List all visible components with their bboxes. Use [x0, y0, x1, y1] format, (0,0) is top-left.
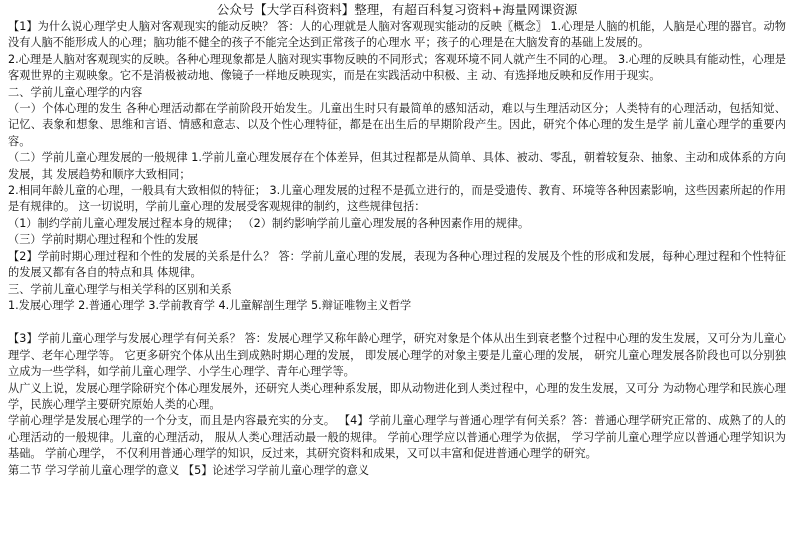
- question-3: 【3】学前儿童心理学与发展心理学有何关系？ 答：发展心理学又称年龄心理学，研究对象是个体从出生到衰老整个过程中心理的发生发展，又可分为儿童心理学、老年心理学等。 它更多研究个体从出生到成熟时期心理的发展， 即发展心理学的对象主要是儿童心理的发展， 研究儿童心理发展各阶段也可以分别独 立成为一些学科，如学前儿童心理学、小学生心理学、青年心理学等。: [8, 332, 786, 379]
- question-1-answer-part-1: 【1】为什么说心理学史人脑对客观现实的能动反映？ 答：人的心理就是人脑对客观现实能动的反映〖概念〗 1.心理是人脑的机能，人脑是心理的器官。动物没有人脑不能形成人的心理；脑功能不健全的孩子不能完全达到正常孩子的心理水 平；孩子的心理是在大脑发育的基础上发展的。: [8, 20, 786, 50]
- section-2-heading: 第二节 学习学前儿童心理学的意义 【5】论述学习学前儿童心理学的意义: [8, 463, 370, 477]
- question-1-answer-part-2: 2.心理是人脑对客观现实的反映。各种心理现象都是人脑对现实事物反映的不同形式；客观环境不同人就产生不同的心理。 3.心理的反映具有能动性，心理是客观世界的主观映象。它不是消极被动地、像镜子一样地反映现实，而是在实践活动中积极、主 动、有选择地反映和反作用于现实。: [8, 52, 786, 83]
- related-disciplines-list: 1.发展心理学 2.普通心理学 3.学前教育学 4.儿童解剖生理学 5.辩证唯物主义哲学: [8, 298, 412, 312]
- general-laws-continued: 2.相同年龄儿童的心理，一般具有大致相似的特征； 3.儿童心理发展的过程不是孤立进行的，而是受遗传、教育、环境等各种因素影响，这些因素所起的作用是有规律的。 这一切说明，学前儿童心理的发展受客观规律的制约，这些规律包括：: [8, 184, 786, 214]
- question-2: 【2】学前时期心理过程和个性的发展的关系是什么？ 答：学前儿童心理的发展，表现为各种心理过程的发展及个性的形成和发展，每种心理过程和个性特征的发展又都有各自的特点和具 体规律。: [8, 249, 786, 280]
- subsection-process-and-personality: （三）学前时期心理过程和个性的发展: [8, 233, 199, 247]
- subsection-individual-psychology: （一）个体心理的发生 各种心理活动都在学前阶段开始发生。儿童出生时只有最简单的感知活动，难以与生理活动区分；人类特有的心理活动，包括知觉、 记忆、表象和想象、思维和言语、情感和意志、以及个性心理特征，都是在出生后的早期阶段产生。因此，研究个体心理的发生是学 前儿童心理学的重要内容。: [8, 102, 786, 148]
- section-heading-related-disciplines: 三、学前儿童心理学与相关学科的区别和关系: [8, 282, 232, 296]
- subsection-general-laws: （二）学前儿童心理发展的一般规律 1.学前儿童心理发展存在个体差异，但其过程都是从简单、具体、被动、零乱，朝着较复杂、抽象、主动和成体系的方向发展，其 发展趋势和顺序大致相同；: [8, 151, 786, 181]
- blank-line: [8, 314, 786, 331]
- document-page: [8, 2, 786, 479]
- body-text: [8, 19, 786, 479]
- question-3-continued: 从广义上说，发展心理学除研究个体心理发展外，还研究人类心理种系发展，即从动物进化到人类过程中，心理的发生发展，又可分 为动物心理学和民族心理学，民族心理学主要研究原始人类的心理。: [8, 381, 786, 411]
- section-heading-content: 二、学前儿童心理学的内容: [8, 85, 143, 99]
- page-header: 公众号【大学百科资料】整理，有超百科复习资料+海量网课资源: [216, 2, 578, 17]
- laws-list: （1）制约学前儿童心理发展过程本身的规律； （2）制约影响学前儿童心理发展的各种因素作用的规律。: [8, 216, 530, 230]
- question-4: 学前心理学是发展心理学的一个分支，而且是内容最充实的分支。 【4】学前儿童心理学与普通心理学有何关系？答：普通心理学研究正常的、成熟了的人的心理活动的一般规律。儿童的心理活动， 服从人类心理活动最一般的规律。 学前心理学应以普通心理学为依据， 学习学前儿童心理学应以普通心理学知识为基础。 学前心理学， 不仅利用普通心理学的知识，反过来，其研究资料和成果，又可以丰富和促进普通心理学的研究。: [8, 414, 786, 461]
